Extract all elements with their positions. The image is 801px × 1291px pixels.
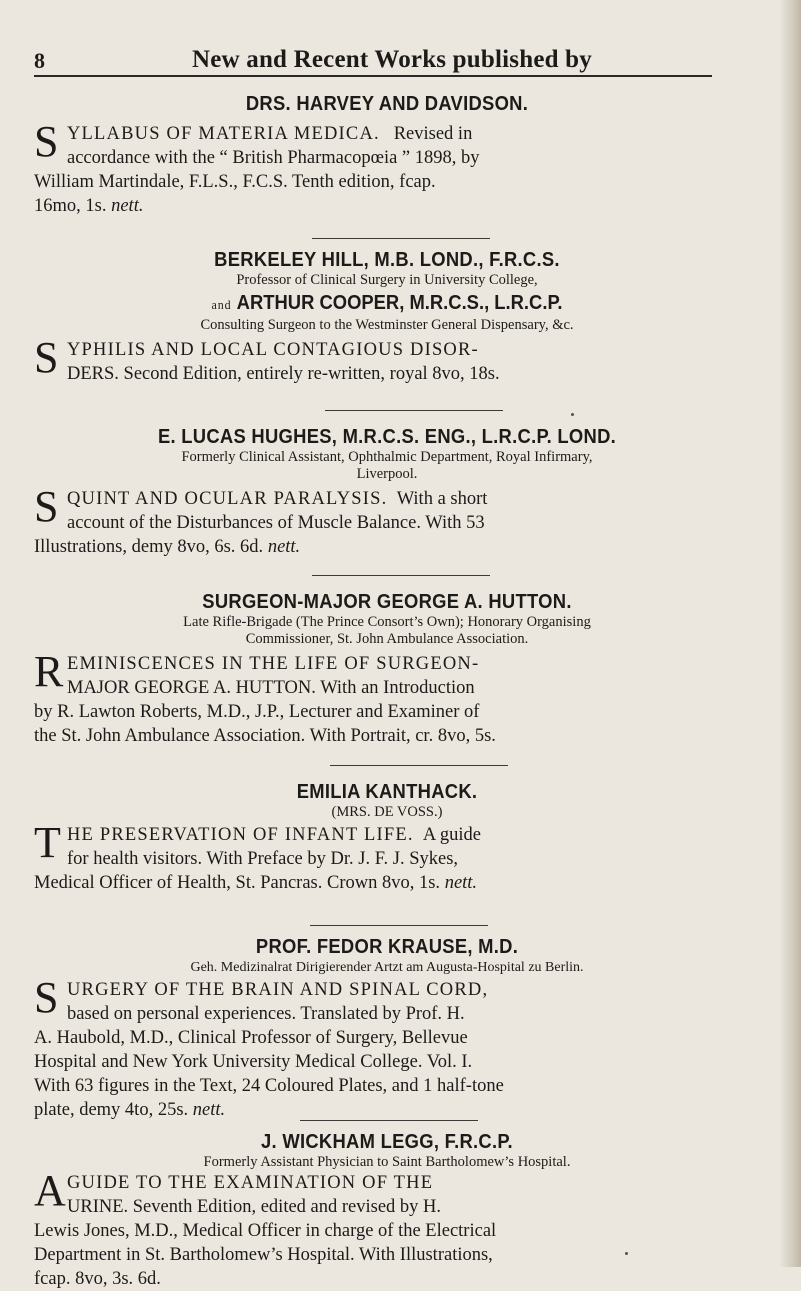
text-line: A. Haubold, M.D., Clinical Professor of Surgery, Bellevue <box>34 1028 468 1048</box>
drop-cap: S <box>34 333 59 382</box>
author-heading: E. LUCAS HUGHES, M.R.C.S. ENG., L.R.C.P. LOND. <box>157 426 617 448</box>
text-line: With a short <box>396 489 488 509</box>
book-title: QUINT AND OCULAR PARALYSIS. <box>67 489 388 509</box>
book-title: GUIDE TO THE EXAMINATION OF THE <box>67 1173 434 1193</box>
entry-hill-cooper <box>34 248 718 386</box>
entry-description <box>34 1166 718 1291</box>
paper-speck <box>571 413 574 416</box>
section-divider <box>312 575 490 576</box>
text-line: for health visitors. With Preface by Dr. J. F. J. Sykes, <box>67 849 459 869</box>
entry-lucas-hughes <box>34 425 718 559</box>
entry-kanthack <box>34 780 718 895</box>
section-divider <box>330 765 508 766</box>
entry-hutton <box>34 590 718 748</box>
page-edge-shadow <box>779 0 801 1267</box>
author-role: Formerly Clinical Assistant, Ophthalmic Department, Royal Infirmary, <box>181 449 593 465</box>
coauthor-name: ARTHUR COOPER, M.R.C.S., L.R.C.P. <box>236 292 563 314</box>
author-heading: SURGEON-MAJOR GEORGE A. HUTTON. <box>202 591 572 613</box>
author-role: Geh. Medizinalrat Dirigierender Artzt am Augusta-Hospital zu Berlin. <box>190 960 584 975</box>
book-title: YLLABUS OF MATERIA MEDICA. <box>67 124 380 144</box>
entry-harvey-davidson <box>34 92 718 218</box>
text-line: Revised in <box>393 124 473 144</box>
author-role: Professor of Clinical Surgery in University College, <box>236 272 538 288</box>
text-line: the St. John Ambulance Association. With Portrait, cr. 8vo, 5s. <box>34 726 496 746</box>
author-heading: EMILIA KANTHACK. <box>296 781 478 803</box>
drop-cap: S <box>34 482 59 531</box>
price-note: nett. <box>111 196 144 216</box>
entry-description <box>34 818 718 895</box>
text-line: URINE. Seventh Edition, edited and revised by H. <box>67 1197 442 1217</box>
price-note: nett. <box>444 873 478 893</box>
text-line: MAJOR GEORGE A. HUTTON. With an Introduction <box>67 678 475 698</box>
entry-krause <box>34 935 718 1122</box>
and-word: and <box>211 297 232 312</box>
text-line: by R. Lawton Roberts, M.D., J.P., Lecturer and Examiner of <box>34 702 480 722</box>
entry-description <box>34 333 718 386</box>
section-divider <box>300 1120 478 1121</box>
running-head-title: New and Recent Works published by <box>192 46 592 73</box>
author-role: Liverpool. <box>356 466 418 482</box>
text-line: Lewis Jones, M.D., Medical Officer in charge of the Electrical <box>34 1221 497 1241</box>
author-heading: BERKELEY HILL, M.B. LOND., F.R.C.S. <box>214 249 560 271</box>
author-role: Late Rifle-Brigade (The Prince Consort’s Own); Honorary Organising <box>183 614 591 630</box>
author-role: Consulting Surgeon to the Westminster General Dispensary, &c. <box>200 317 574 333</box>
entry-description <box>34 973 718 1122</box>
text-line: accordance with the “ British Pharmacopœia ” 1898, by <box>67 148 480 168</box>
author-role: Commissioner, St. John Ambulance Association. <box>245 631 529 647</box>
book-title: YPHILIS AND LOCAL CONTAGIOUS DISOR- <box>67 340 479 360</box>
text-line: plate, demy 4to, 25s. <box>34 1100 189 1120</box>
book-title: EMINISCENCES IN THE LIFE OF SURGEON- <box>67 654 480 674</box>
text-line: William Martindale, F.L.S., F.C.S. Tenth edition, fcap. <box>34 172 436 192</box>
book-title: HE PRESERVATION OF INFANT LIFE. <box>67 825 414 845</box>
text-line: A guide <box>422 825 481 845</box>
section-divider <box>312 238 490 239</box>
text-line: account of the Disturbances of Muscle Balance. With 53 <box>67 513 485 533</box>
text-line: Department in St. Bartholomew’s Hospital. With Illustrations, <box>34 1245 493 1265</box>
drop-cap: S <box>34 117 59 166</box>
drop-cap: S <box>34 973 59 1022</box>
text-line: 16mo, 1s. <box>34 196 107 216</box>
author-role: Formerly Assistant Physician to Saint Bartholomew’s Hospital. <box>203 1154 571 1170</box>
author-role: (MRS. DE VOSS.) <box>331 804 443 820</box>
drop-cap: A <box>34 1166 66 1215</box>
author-heading: PROF. FEDOR KRAUSE, M.D. <box>255 936 519 958</box>
price-note: nett. <box>192 1100 226 1120</box>
text-line: Illustrations, demy 8vo, 6s. 6d. <box>34 537 264 557</box>
entry-description <box>34 117 718 218</box>
paper-speck <box>625 1252 628 1255</box>
text-line: Hospital and New York University Medical College. Vol. I. <box>34 1052 473 1072</box>
text-line: Medical Officer of Health, St. Pancras. Crown 8vo, 1s. <box>34 873 441 893</box>
page-number: 8 <box>34 48 45 73</box>
coauthor-heading <box>82 291 691 317</box>
text-line: fcap. 8vo, 3s. 6d. <box>34 1269 161 1289</box>
section-divider <box>310 925 488 926</box>
section-divider <box>325 410 503 411</box>
drop-cap: T <box>34 818 61 867</box>
header-rule <box>34 75 712 77</box>
text-line: With 63 figures in the Text, 24 Coloured Plates, and 1 half-tone <box>34 1076 504 1096</box>
drop-cap: R <box>34 647 64 696</box>
book-title: URGERY OF THE BRAIN AND SPINAL CORD, <box>67 980 489 1000</box>
running-head <box>34 42 724 78</box>
text-line: DERS. Second Edition, entirely re-written, royal 8vo, 18s. <box>67 364 500 384</box>
author-heading: J. WICKHAM LEGG, F.R.C.P. <box>261 1131 513 1153</box>
price-note: nett. <box>267 537 301 557</box>
entry-description <box>34 482 718 559</box>
author-heading: DRS. HARVEY AND DAVIDSON. <box>245 93 529 115</box>
text-line: based on personal experiences. Translated by Prof. H. <box>67 1004 465 1024</box>
entry-description <box>34 647 718 748</box>
